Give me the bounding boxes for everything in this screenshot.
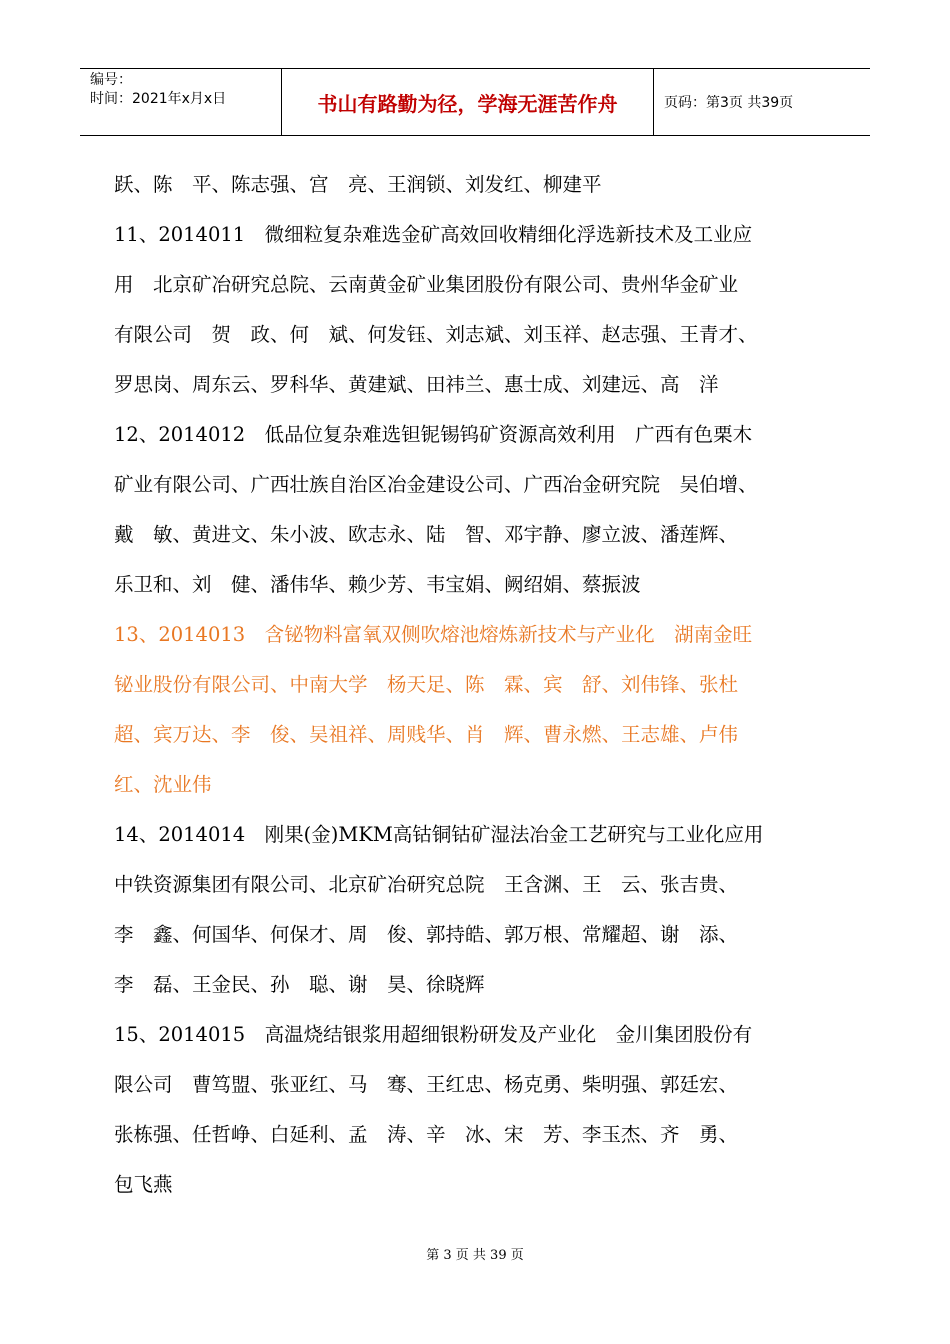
text-line: 包飞燕 — [114, 1173, 173, 1196]
text-line: 11、2014011 微细粒复杂难选金矿高效回收精细化浮选新技术及工业应 — [114, 223, 753, 246]
header-meta — [80, 69, 282, 135]
text-line: 红、沈业伟 — [114, 773, 212, 796]
header-page-info: 页码：第3页 共39页 — [664, 95, 794, 111]
text-line: 用 北京矿冶研究总院、云南黄金矿业集团股份有限公司、贵州华金矿业 — [114, 273, 739, 296]
text-line: 跃、陈 平、陈志强、宫 亮、王润锁、刘发红、柳建平 — [114, 173, 602, 196]
text-line: 15、2014015 高温烧结银浆用超细银粉研发及产业化 金川集团股份有 — [114, 1023, 753, 1046]
header-motto: 书山有路勤为径，学海无涯苦作舟 — [282, 69, 654, 135]
text-line: 罗思岗、周东云、罗科华、黄建斌、田祎兰、惠士成、刘建远、高 洋 — [114, 373, 719, 396]
page-header — [80, 68, 870, 136]
time-label: 时间：2021年x月x日 — [90, 91, 227, 107]
document-body — [114, 160, 854, 1210]
text-line: 李 鑫、何国华、何保才、周 俊、郭持皓、郭万根、常耀超、谢 添、 — [114, 923, 739, 946]
text-line: 李 磊、王金民、孙 聪、谢 昊、徐晓辉 — [114, 973, 485, 996]
text-line: 14、2014014 刚果(金)MKM高钴铜钴矿湿法冶金工艺研究与工业化应用 — [114, 823, 764, 846]
text-line: 12、2014012 低品位复杂难选钽铌锡钨矿资源高效利用 广西有色栗木 — [114, 423, 753, 446]
text-line: 铋业股份有限公司、中南大学 杨天足、陈 霖、宾 舒、刘伟锋、张杜 — [114, 673, 739, 696]
text-line: 限公司 曹笃盟、张亚红、马 骞、王红忠、杨克勇、柴明强、郭廷宏、 — [114, 1073, 739, 1096]
page-footer: 第 3 页 共 39 页 — [426, 1248, 524, 1263]
text-line: 超、宾万达、李 俊、吴祖祥、周贱华、肖 辉、曹永燃、王志雄、卢伟 — [114, 723, 739, 746]
text-line: 中铁资源集团有限公司、北京矿冶研究总院 王含渊、王 云、张吉贵、 — [114, 873, 739, 896]
text-line: 有限公司 贺 政、何 斌、何发钰、刘志斌、刘玉祥、赵志强、王青才、 — [114, 323, 758, 346]
text-line: 乐卫和、刘 健、潘伟华、赖少芳、韦宝娟、阙绍娟、蔡振波 — [114, 573, 641, 596]
text-line: 13、2014013 含铋物料富氧双侧吹熔池熔炼新技术与产业化 湖南金旺 — [114, 623, 753, 646]
text-line: 矿业有限公司、广西壮族自治区冶金建设公司、广西冶金研究院 吴伯增、 — [114, 473, 758, 496]
text-line: 戴 敏、黄进文、朱小波、欧志永、陆 智、邓宇静、廖立波、潘莲辉、 — [114, 523, 739, 546]
text-line: 张栋强、任哲峥、白延利、孟 涛、辛 冰、宋 芳、李玉杰、齐 勇、 — [114, 1123, 739, 1146]
number-label: 编号： — [90, 72, 132, 88]
